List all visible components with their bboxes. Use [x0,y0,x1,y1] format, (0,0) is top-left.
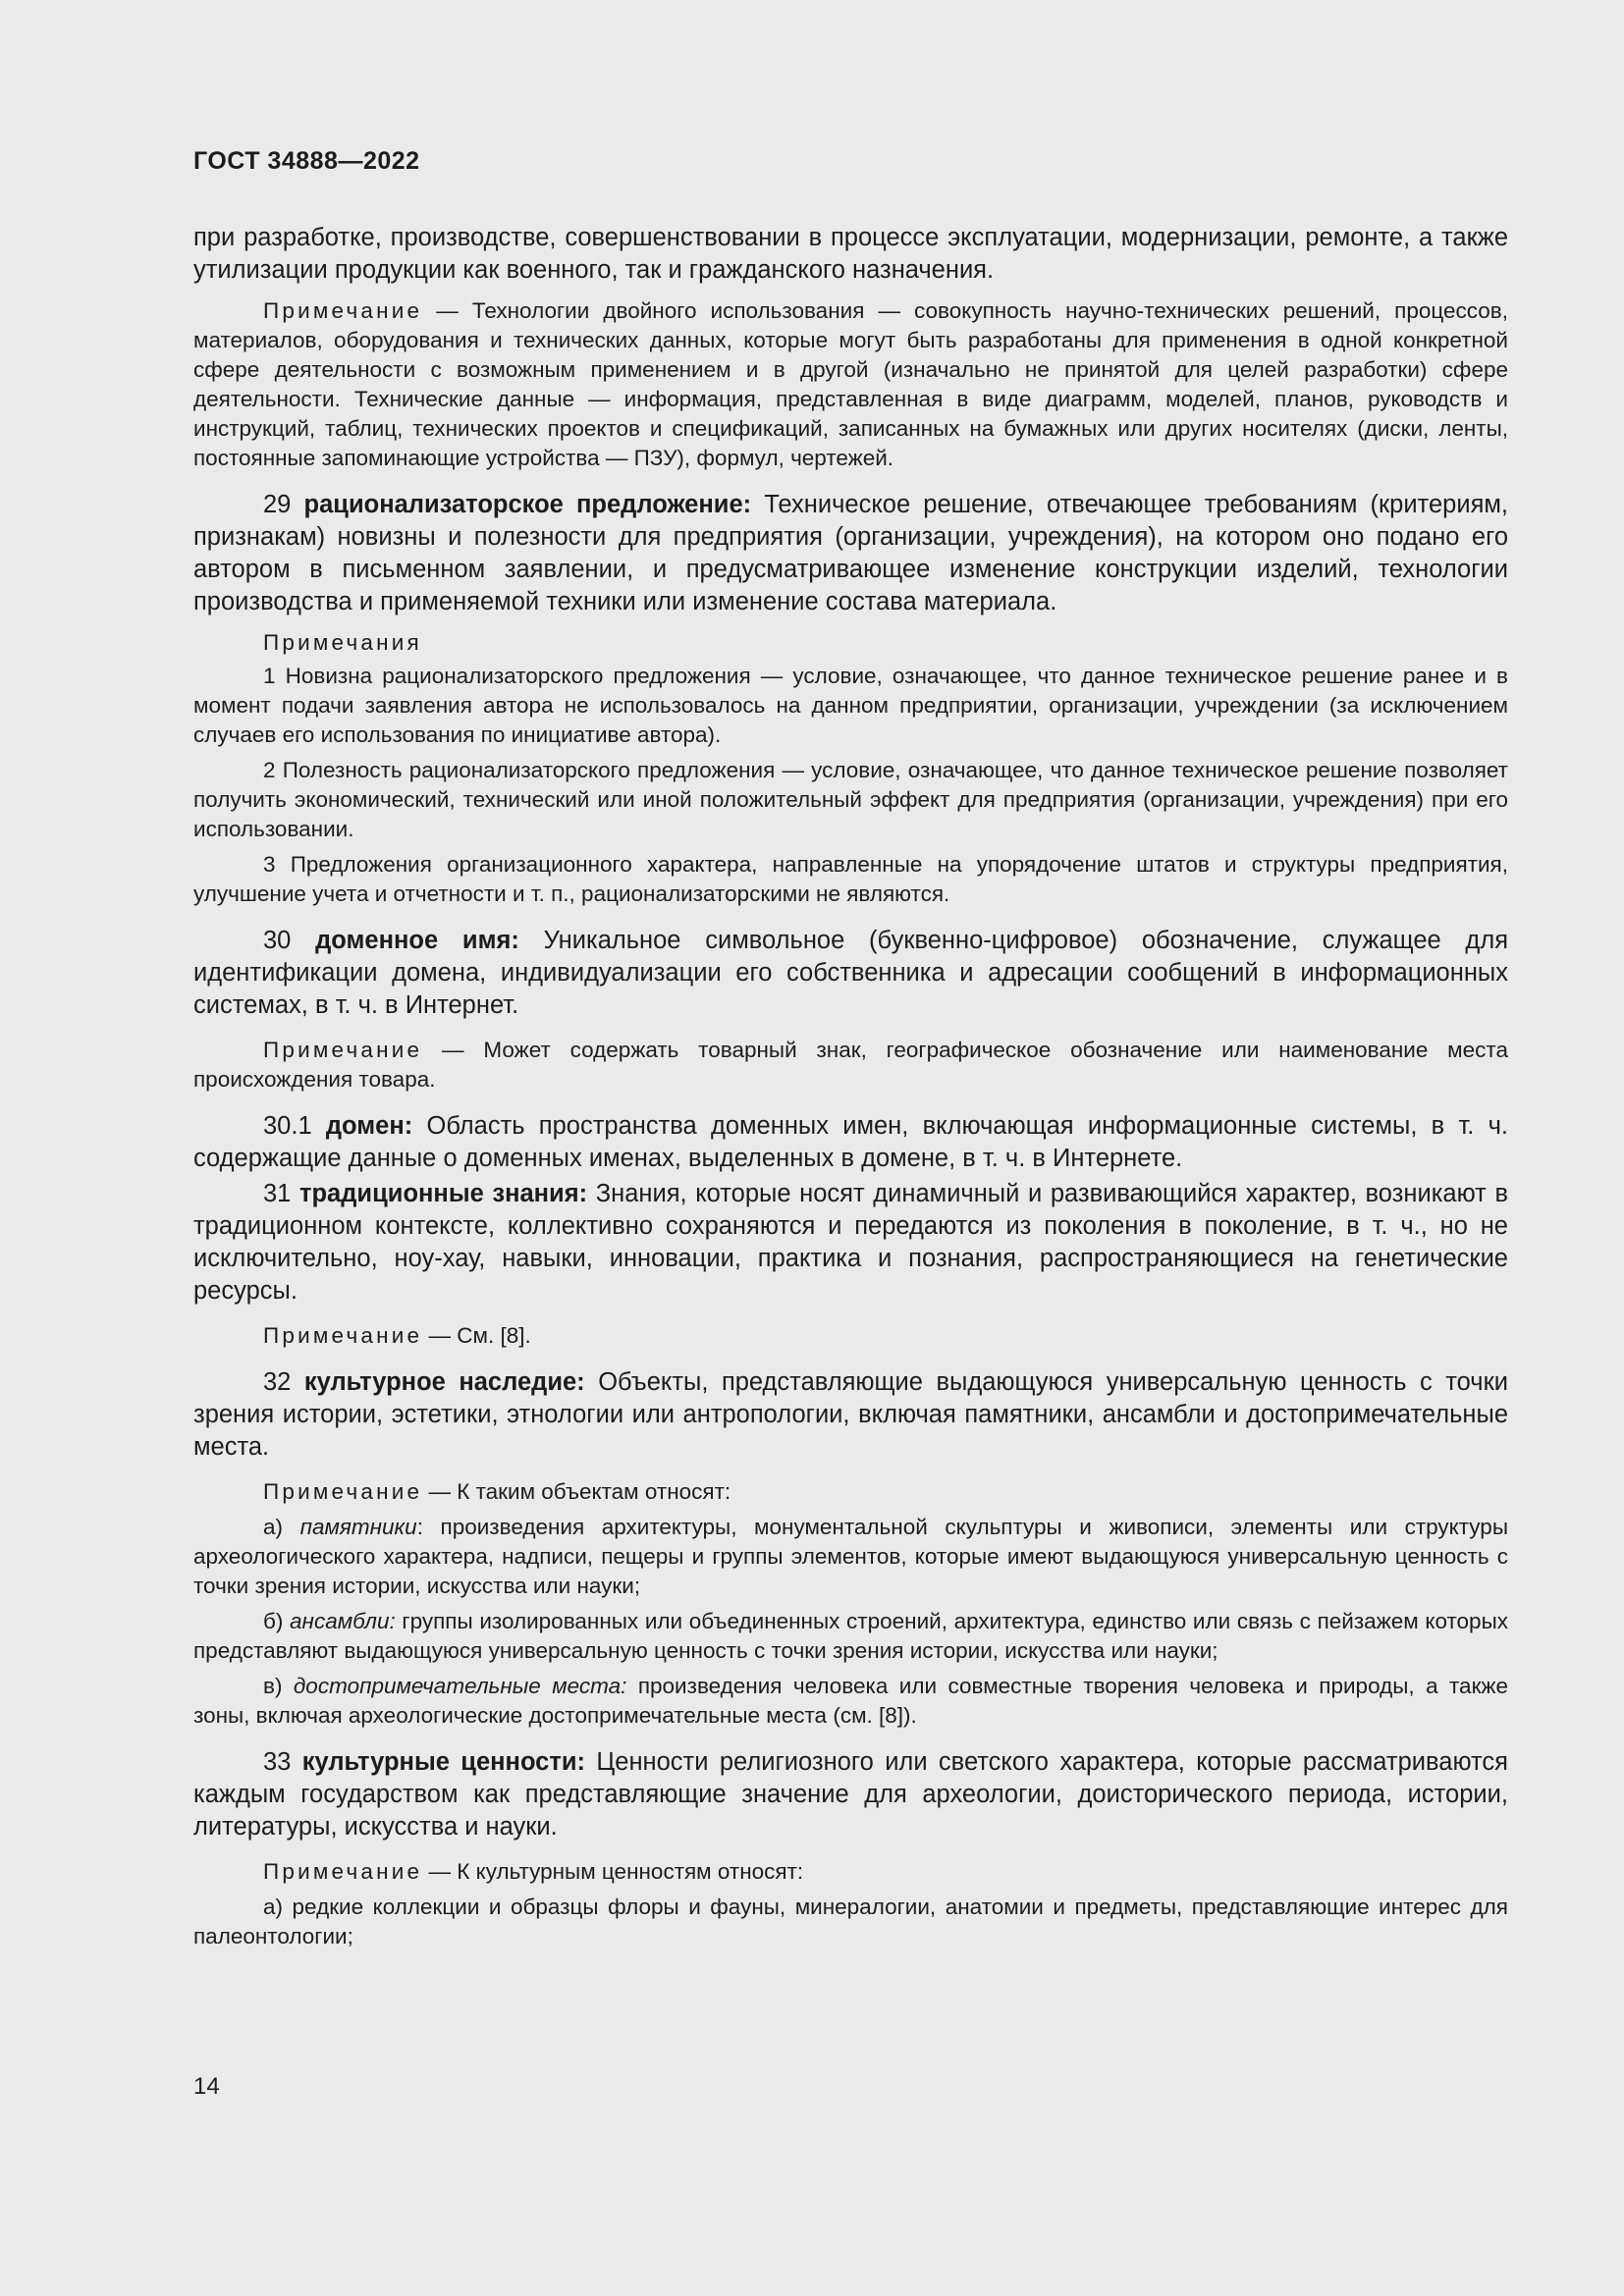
list-text: группы изолированных или объединенных строений, архитектура, единство или связь с пейзажем которых представляют выдающуюся универсальную ценность с точки зрения истории, искусства или науки; [193,1609,1508,1663]
term-number: 29 [263,491,304,518]
term-definition: Область пространства доменных имен, включающая информационные системы, в т. ч. содержащие данные о доменных именах, выделенных в домене, в т. ч. в Интернете. [193,1112,1508,1172]
note-32-a [193,1513,1508,1601]
term-definition: Знания, которые носят динамичный и развивающийся характер, возникают в традиционном контексте, коллективно сохраняются и передаются из поколения в поколение, в т. ч., но не исключительно, ноу-хау, навыки, инновации, практика и познания, распространяющиеся на генетические ресурсы. [193,1180,1508,1305]
term-name: культурное наследие: [303,1368,585,1396]
term-entry-30 [193,925,1508,1022]
note-text: — Технологии двойного использования — совокупность научно-технических решений, процессов, материалов, оборудования и технических данных, которые могут быть разработаны для применения в одной конкретной сфере деятельности с возможным применением и в другой (изначально не принятой для целей разработки) сфере деятельности. Технические данные — информация, представленная в виде диаграмм, моделей, планов, руководств и инструкций, таблиц, технических проектов и спецификаций, записанных на бумажных или других носителях (диски, ленты, постоянные запоминающие устройства — ПЗУ), формул, чертежей. [193,298,1508,470]
term-name: рационализаторское предложение: [303,491,752,518]
list-term: достопримечательные места: [293,1674,627,1698]
note-31 [193,1321,1508,1351]
term-name: культурные ценности: [301,1748,586,1776]
list-label: а) [263,1895,293,1919]
page-number: 14 [193,2073,220,2100]
term-entry-32 [193,1366,1508,1464]
term-name: доменное имя: [315,927,519,954]
term-definition: Объекты, представляющие выдающуюся универсальную ценность с точки зрения истории, эстетики, этнологии или антропологии, включая памятники, ансамбли и достопримечательные места. [193,1368,1508,1461]
list-label: а) [263,1515,300,1539]
list-text: редкие коллекции и образцы флоры и фауны, минералогии, анатомии и предметы, представляющие интерес для палеонтологии; [193,1895,1508,1949]
term-entry-30-1 [193,1110,1508,1175]
note-label: Примечание [263,298,423,323]
term-entry-33 [193,1746,1508,1843]
note-28 [193,296,1508,473]
list-text: : произведения архитектуры, монументальной скульптуры и живописи, элементы или структуры археологического характера, надписи, пещеры и группы элементов, которые имеют выдающуюся универсальную ценность с точки зрения истории, искусства или науки; [193,1515,1508,1598]
term-number: 30 [263,927,316,954]
note-29-3: 3 Предложения организационного характера, направленные на упорядочение штатов и структуры предприятия, улучшение учета и отчетности и т. п., рационализаторскими не являются. [193,852,1508,906]
list-term: памятники [299,1515,417,1539]
list-text: произведения человека или совместные творения человека и природы, а также зоны, включая археологические достопримечательные места (см. [8]). [193,1674,1508,1728]
notes-title: Примечания [263,630,422,655]
note-29-1: 1 Новизна рационализаторского предложения — условие, означающее, что данное техническое решение ранее и в момент подачи заявления автора не использовалось на данном предприятии, организации, учреждении (за исключением случаев его использования по инициативе автора). [193,664,1508,747]
term-entry-31 [193,1178,1508,1308]
note-30 [193,1036,1508,1095]
note-label: Примечание [263,1859,423,1884]
note-label: Примечание [263,1479,423,1504]
note-label: Примечание [263,1038,423,1062]
list-term: ансамбли: [290,1609,396,1633]
term-number: 33 [263,1748,302,1776]
document-code-header: ГОСТ 34888—2022 [193,147,420,175]
note-33-a [193,1893,1508,1951]
term-name: традиционные знания: [298,1180,588,1207]
note-label: Примечание [263,1323,423,1348]
note-32-b [193,1607,1508,1666]
note-text: — См. [8]. [422,1323,531,1348]
note-text: — Может содержать товарный знак, географическое обозначение или наименование места происхождения товара. [193,1038,1508,1092]
term-definition: Техническое решение, отвечающее требованиям (критериям, признакам) новизны и полезности для предприятия (организации, учреждения), на котором оно подано его автором в письменном заявлении, и предусматривающее изменение конструкции изделий, технологии производства и применяемой техники или изменение состава материала. [193,491,1508,615]
page-content [193,222,1508,1957]
term-number: 30.1 [263,1112,326,1140]
continued-paragraph: при разработке, производстве, совершенствовании в процессе эксплуатации, модернизации, ремонте, а также утилизации продукции как военного, так и гражданского назначения. [193,224,1508,284]
term-number: 31 [263,1180,299,1207]
note-29-2: 2 Полезность рационализаторского предложения — условие, означающее, что данное техническое решение позволяет получить экономический, технический или иной положительный эффект для предприятия (организации, учреждения) при его использовании. [193,758,1508,841]
term-definition: Уникальное символьное (буквенно-цифровое) обозначение, служащее для идентификации домена, индивидуализации его собственника и адресации сообщений в информационных системах, в т. ч. в Интернет. [193,927,1509,1019]
term-entry-29 [193,489,1508,618]
term-name: домен: [325,1112,413,1140]
note-text: — К таким объектам относят: [422,1479,731,1504]
term-definition: Ценности религиозного или светского характера, которые рассматриваются каждым государством как представляющие значение для археологии, доисторического периода, истории, литературы, искусства и науки. [193,1748,1508,1841]
term-number: 32 [263,1368,304,1396]
note-text: — К культурным ценностям относят: [422,1859,804,1884]
list-label: в) [263,1674,294,1698]
note-32 [193,1477,1508,1507]
note-33 [193,1857,1508,1887]
note-32-c [193,1672,1508,1731]
list-label: б) [263,1609,291,1633]
